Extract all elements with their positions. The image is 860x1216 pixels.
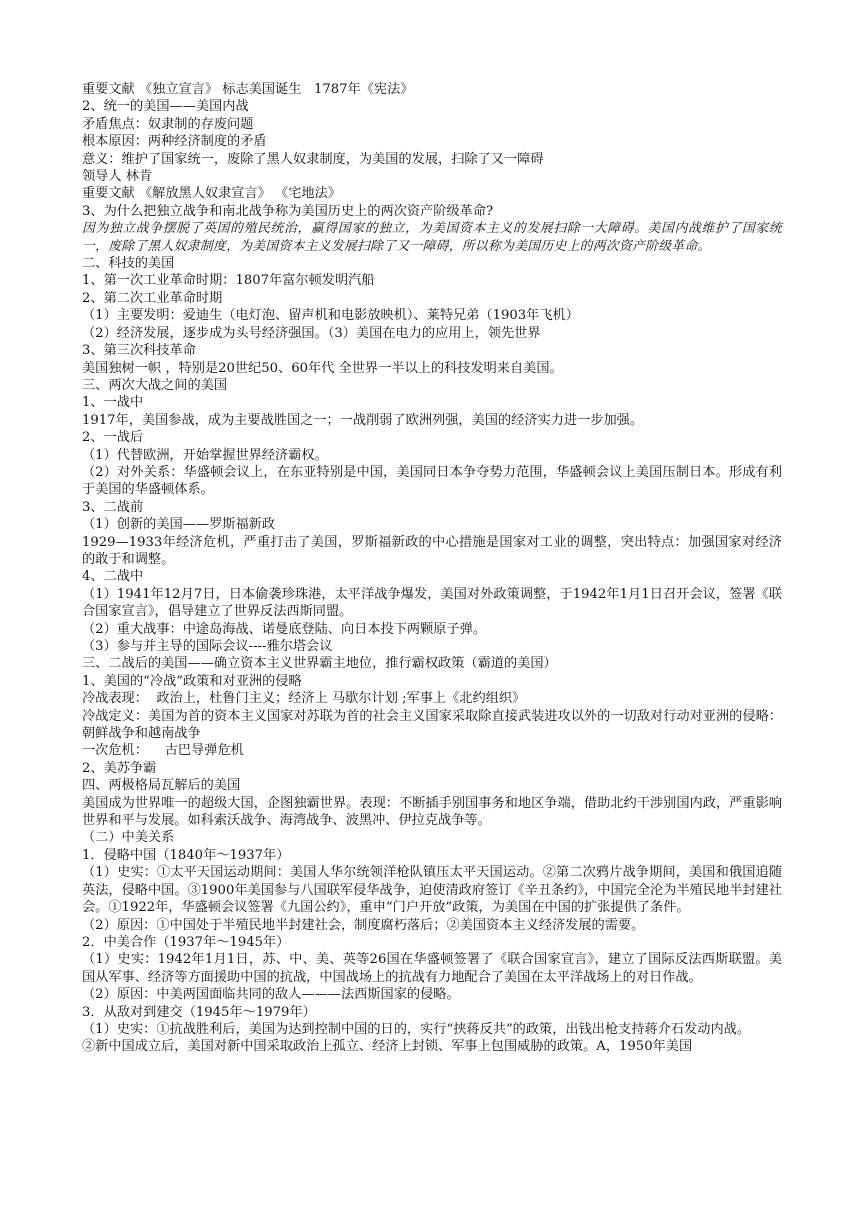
text-line: （2）原因：中美两国面临共同的敌人———法西斯国家的侵略。	[82, 987, 460, 1003]
text-line: 1、第一次工业革命时期：1807年富尔顿发明汽船	[82, 273, 375, 289]
text-line: （1）1941年12月7日，日本偷袭珍珠港，太平洋战争爆发，美国对外政策调整，于1942年1月1日召开会议，签署《联合国家宣言》，倡导建立了世界反法西斯同盟。	[82, 586, 782, 620]
text-line: （1）史实：①抗战胜利后，美国为达到控制中国的日的，实行“挟蒋反共”的政策，出钱出枪支持蒋介石发动内战。	[82, 1021, 751, 1037]
text-line: （3）参与并主导的国际会议----雅尔塔会议	[82, 639, 333, 654]
text-line: （2）对外关系：华盛顿会议上，在东亚特别是中国，美国同日本争夺势力范围，华盛顿会议上美国压制日本。形成有利于美国的华盛顿体系。	[82, 464, 782, 498]
text-line: 二、科技的美国	[82, 256, 175, 272]
text-line: 1．侵略中国（1840年～1937年）	[82, 847, 290, 863]
text-line: 4、二战中	[82, 569, 144, 585]
text-line: 3、为什么把独立战争和南北战争称为美国历史上的两次资产阶级革命?	[82, 203, 494, 219]
text-line: （2）经济发展，逐步成为头号经济强国。（3）美国在电力的应用上，领先世界	[82, 325, 541, 341]
text-line: 2．中美合作（1937年～1945年）	[82, 934, 290, 950]
text-line: （1）史实：①太平天国运动期间：美国人华尔统领洋枪队镇压太平天国运动。②第二次鸦片战争期间，美国和俄国追随英法，侵略中国。③1900年美国参与八国联军侵华战争，迫使清政府签订《辛丑条约》，中国完全沦为半殖民地半封建社会。①1922年，华盛顿会议签署《九国公约》，重申“门户开放”政策，为美国在中国的扩张提供了条件。	[82, 865, 782, 916]
text-line: 因为独立战争摆脱了英国的殖民统治，赢得国家的独立，为美国资本主义的发展扫除一大障碍。美国内战维护了国家统一，废除了黑人奴隶制度，为美国资本主义发展扫除了又一障碍，所以称为美国历史上的两次资产阶级革命。	[82, 221, 782, 254]
text-line: 1、美国的“冷战”政策和对亚洲的侵略	[82, 673, 302, 689]
text-line: 四、两极格局瓦解后的美国	[82, 778, 241, 794]
text-line: 一次危机： 古巴导弹危机	[82, 743, 244, 759]
text-line: 2、第二次工业革命时期	[82, 290, 223, 306]
text-line: 2、一战后	[82, 430, 144, 446]
text-line: 美国成为世界唯一的超级大国，企图独霸世界。表现：不断插手别国事务和地区争端，借助北约干涉别国内政，严重影响世界和平与发展。如科索沃战争、海湾战争、波黑冲、伊拉克战争等。	[82, 795, 782, 829]
text-line: 重要文献 《独立宣言》 标志美国诞生 1787年《宪法》	[82, 82, 414, 97]
text-line: 三、两次大战之间的美国	[82, 377, 228, 393]
text-line: 1917年，美国参战，成为主要战胜国之一；一战削弱了欧洲列强，美国的经济实力进一步加强。	[82, 412, 644, 428]
text-line: 2、统一的美国——美国内战	[82, 99, 249, 115]
text-line: （2）重大战事：中途岛海战、诺曼底登陆、向日本投下两颗原子弹。	[82, 621, 487, 637]
text-line: 冷战定义：美国为首的资本主义国家对苏联为首的社会主义国家采取除直接武装进攻以外的一切敌对行动对亚洲的侵略：朝鲜战争和越南战争	[82, 708, 782, 742]
text-line: 矛盾焦点：奴隶制的存废问题	[82, 116, 254, 132]
text-line: 根本原因：两种经济制度的矛盾	[82, 134, 267, 150]
text-line: （2）原因：①中国处于半殖民地半封建社会，制度腐朽落后；②美国资本主义经济发展的需要。	[82, 917, 645, 933]
text-line: 意义：维护了国家统一，废除了黑人奴隶制度，为美国的发展，扫除了又一障碍	[82, 151, 544, 167]
text-line: ②新中国成立后，美国对新中国采取政治上孤立、经济上封锁、军事上包围威胁的政策。A，1950年美国	[82, 1039, 693, 1055]
text-line: （1）主要发明：爱迪生（电灯泡、留声机和电影放映机）、莱特兄弟（1903年飞机）	[82, 308, 579, 324]
text-line: 1929—1933年经济危机，严重打击了美国，罗斯福新政的中心措施是国家对工业的调整，突出特点：加强国家对经济的敢于和调整。	[82, 534, 782, 567]
text-line: 美国独树一帜 ，特别是20世纪50、60年代 全世界一半以上的科技发明来自美国。	[82, 360, 563, 376]
text-line: 3、第三次科技革命	[82, 343, 196, 359]
text-line: 三、二战后的美国——确立资本主义世界霸主地位，推行霸权政策（霸道的美国）	[82, 656, 557, 672]
text-line: 冷战表现： 政治上，杜鲁门主义；经济上 马歇尔计划 ;军事上《北约组织》	[82, 691, 526, 707]
text-line: （1）史实：1942年1月1日，苏、中、美、英等26国在华盛顿签署了《联合国家宣言》，建立了国际反法西斯联盟。美国从军事、经济等方面援助中国的抗战，中国战场上的抗战有力地配合了美国在太平洋战场上的对日作战。	[82, 952, 782, 985]
text-line: 领导人 林肯	[82, 169, 153, 185]
text-line: 2、美苏争霸	[82, 760, 157, 776]
document-page	[82, 81, 782, 1056]
text-line: 3、二战前	[82, 499, 144, 515]
text-line: 1、一战中	[82, 395, 144, 411]
text-line: （1）代替欧洲，开始掌握世界经济霸权。	[82, 447, 328, 463]
text-line: 重要文献 《解放黑人奴隶宣言》 《宅地法》	[82, 186, 341, 202]
text-line: （二）中美关系	[82, 830, 175, 846]
text-line: （1）创新的美国——罗斯福新政	[82, 517, 276, 533]
text-line: 3．从敌对到建交（1945年～1979年）	[82, 1004, 316, 1020]
